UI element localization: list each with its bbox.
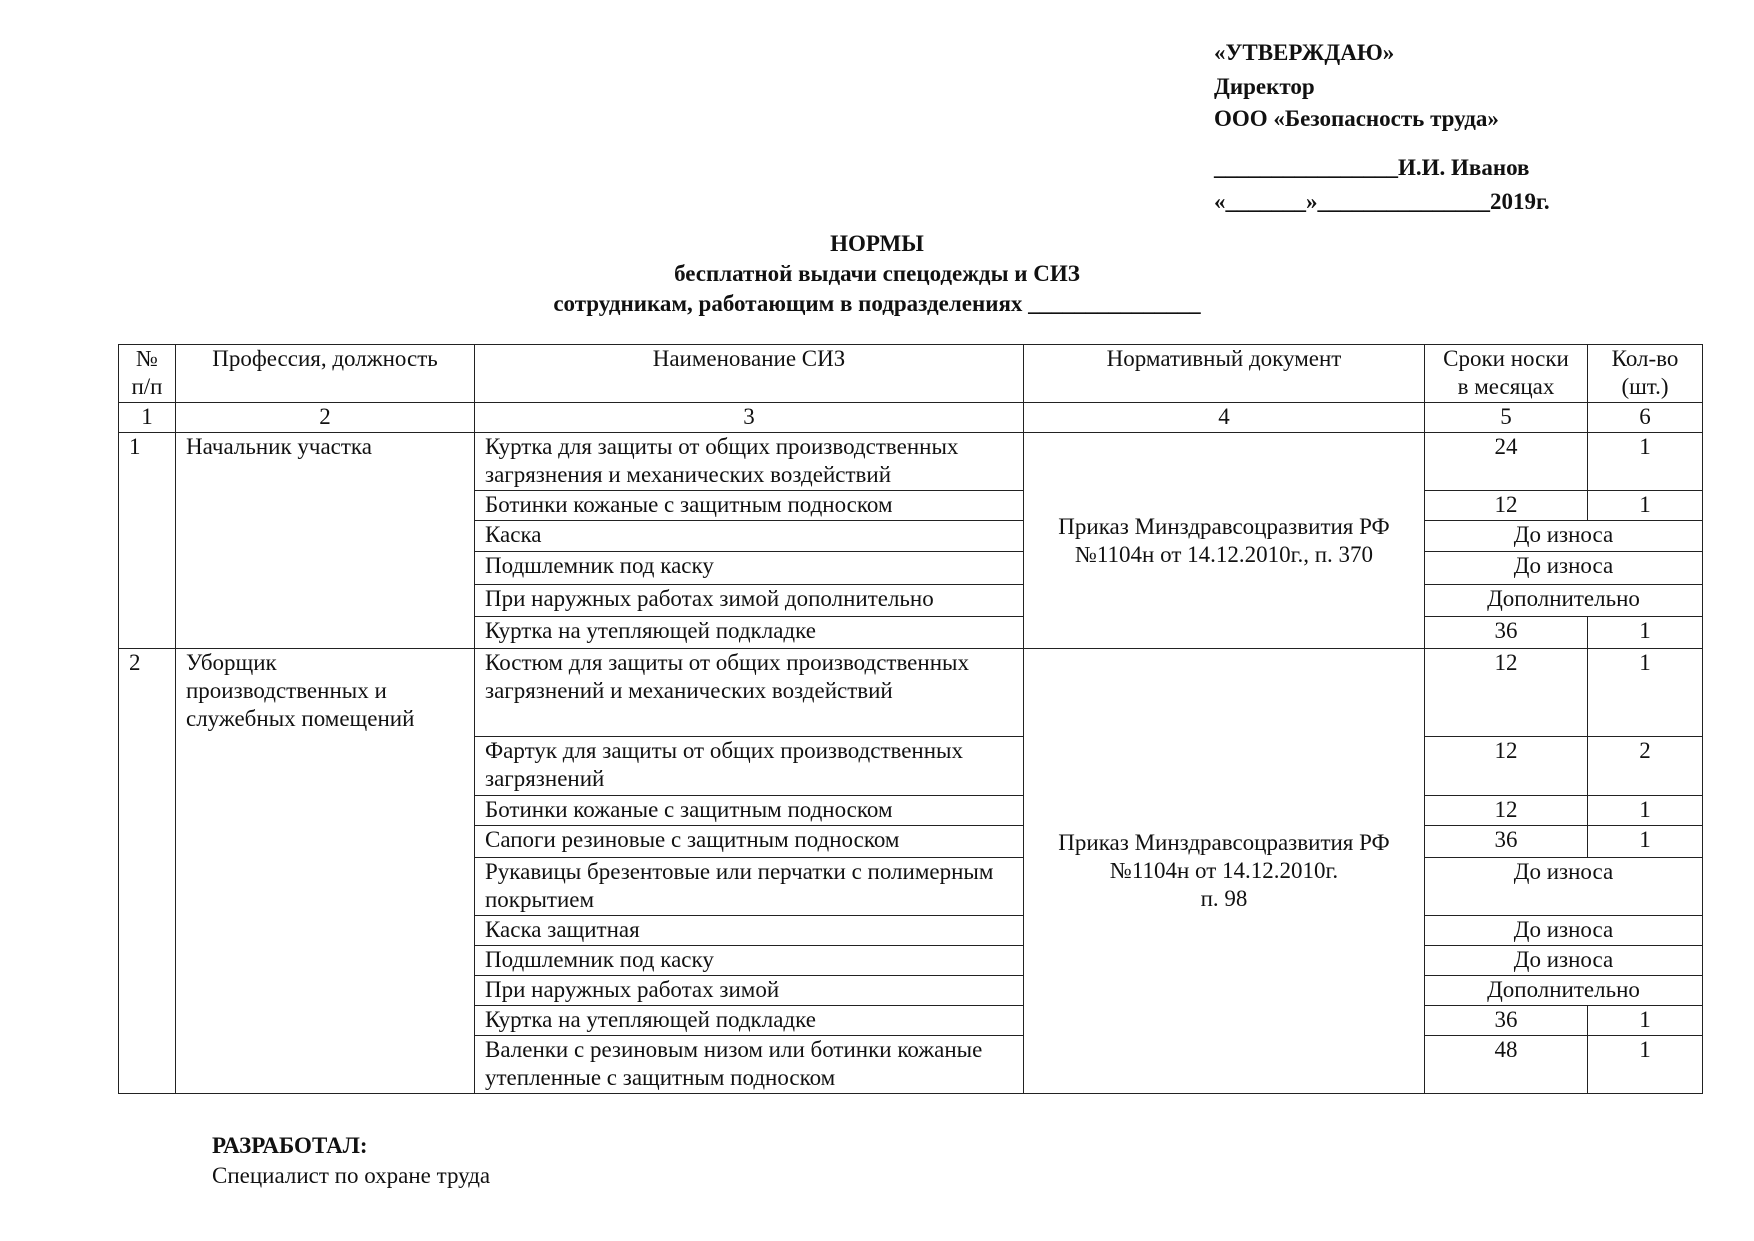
- ppe-name: Подшлемник под каску: [475, 946, 1024, 976]
- qty-cell: 1: [1588, 649, 1703, 737]
- term-cell: 24: [1425, 433, 1588, 491]
- ppe-name: Каска: [475, 521, 1024, 552]
- term-cell: Дополнительно: [1425, 976, 1703, 1006]
- qty-cell: 1: [1588, 826, 1703, 858]
- ppe-name: Фартук для защиты от общих производственных загрязнений: [475, 737, 1024, 796]
- ppe-name: Костюм для защиты от общих производственных загрязнений и механических воздействий: [475, 649, 1024, 737]
- term-cell: 12: [1425, 737, 1588, 796]
- term-cell: 48: [1425, 1036, 1588, 1094]
- term-cell: Дополнительно: [1425, 585, 1703, 617]
- col-number: 3: [475, 403, 1024, 433]
- col-number: 4: [1024, 403, 1425, 433]
- document-title: НОРМЫ: [830, 231, 924, 256]
- ppe-name: Куртка на утепляющей подкладке: [475, 617, 1024, 649]
- developed-by-label: РАЗРАБОТАЛ:: [212, 1133, 368, 1158]
- table-row: [119, 433, 1703, 491]
- ppe-name: Сапоги резиновые с защитным подноском: [475, 826, 1024, 858]
- normative-document-line: Приказ Минздравсоцразвития РФ: [1058, 830, 1390, 855]
- row-profession: Уборщик производственных и служебных помещений: [176, 649, 475, 1094]
- qty-cell: 1: [1588, 617, 1703, 649]
- qty-cell: 2: [1588, 737, 1703, 796]
- normative-document: Приказ Минздравсоцразвития РФ №1104н от 14.12.2010г., п. 370: [1024, 433, 1425, 649]
- term-cell: 36: [1425, 1006, 1588, 1036]
- qty-cell: 1: [1588, 1036, 1703, 1094]
- term-cell: 36: [1425, 617, 1588, 649]
- ppe-name: При наружных работах зимой дополнительно: [475, 585, 1024, 617]
- ppe-name: Валенки с резиновым низом или ботинки кожаные утепленные с защитным подноском: [475, 1036, 1024, 1094]
- ppe-name: Куртка для защиты от общих производственных загрязнения и механических воздействий: [475, 433, 1024, 491]
- qty-cell: 1: [1588, 433, 1703, 491]
- term-cell: 36: [1425, 826, 1588, 858]
- term-cell: До износа: [1425, 946, 1703, 976]
- column-number-row: [119, 403, 1703, 433]
- ppe-name: Ботинки кожаные с защитным подноском: [475, 491, 1024, 521]
- ppe-name: При наружных работах зимой: [475, 976, 1024, 1006]
- document-subtitle: бесплатной выдачи спецодежды и СИЗ: [674, 261, 1080, 286]
- row-profession: Начальник участка: [176, 433, 475, 649]
- ppe-name: Подшлемник под каску: [475, 552, 1024, 585]
- term-cell: До износа: [1425, 521, 1703, 552]
- header-document: Нормативный документ: [1024, 345, 1425, 403]
- header-qty: Кол-во (шт.): [1588, 345, 1703, 403]
- ppe-name: Куртка на утепляющей подкладке: [475, 1006, 1024, 1036]
- row-num: 2: [119, 649, 176, 1094]
- table-row: [119, 649, 1703, 737]
- header-term: Сроки носки в месяцах: [1425, 345, 1588, 403]
- developer-position: Специалист по охране труда: [212, 1163, 491, 1188]
- term-cell: 12: [1425, 649, 1588, 737]
- approval-date-line: «_______»_______________2019г.: [1214, 189, 1550, 214]
- term-cell: До износа: [1425, 916, 1703, 946]
- col-number: 5: [1425, 403, 1588, 433]
- ppe-name: Рукавицы брезентовые или перчатки с полимерным покрытием: [475, 858, 1024, 916]
- term-cell: До износа: [1425, 552, 1703, 585]
- row-num: 1: [119, 433, 176, 649]
- approval-signature-line: ________________И.И. Иванов: [1214, 155, 1530, 180]
- ppe-name: Каска защитная: [475, 916, 1024, 946]
- approval-heading: «УТВЕРЖДАЮ»: [1214, 40, 1395, 65]
- qty-cell: 1: [1588, 491, 1703, 521]
- normative-document: [1024, 649, 1425, 1094]
- col-number: 2: [176, 403, 475, 433]
- table-header-row: [119, 345, 1703, 403]
- term-cell: 12: [1425, 491, 1588, 521]
- header-num: № п/п: [119, 345, 176, 403]
- header-profession: Профессия, должность: [176, 345, 475, 403]
- approval-company: ООО «Безопасность труда»: [1214, 106, 1499, 131]
- qty-cell: 1: [1588, 1006, 1703, 1036]
- approval-position: Директор: [1214, 74, 1315, 99]
- header-ppe-name: Наименование СИЗ: [475, 345, 1024, 403]
- term-cell: 12: [1425, 796, 1588, 826]
- qty-cell: 1: [1588, 796, 1703, 826]
- normative-document-line: п. 98: [1200, 886, 1248, 911]
- col-number: 6: [1588, 403, 1703, 433]
- ppe-name: Ботинки кожаные с защитным подноском: [475, 796, 1024, 826]
- term-cell: До износа: [1425, 858, 1703, 916]
- normative-document-line: №1104н от 14.12.2010г.: [1109, 858, 1339, 883]
- col-number: 1: [119, 403, 176, 433]
- document-subtitle-2: сотрудникам, работающим в подразделениях _______________: [553, 291, 1201, 316]
- norms-table: [118, 344, 1703, 1094]
